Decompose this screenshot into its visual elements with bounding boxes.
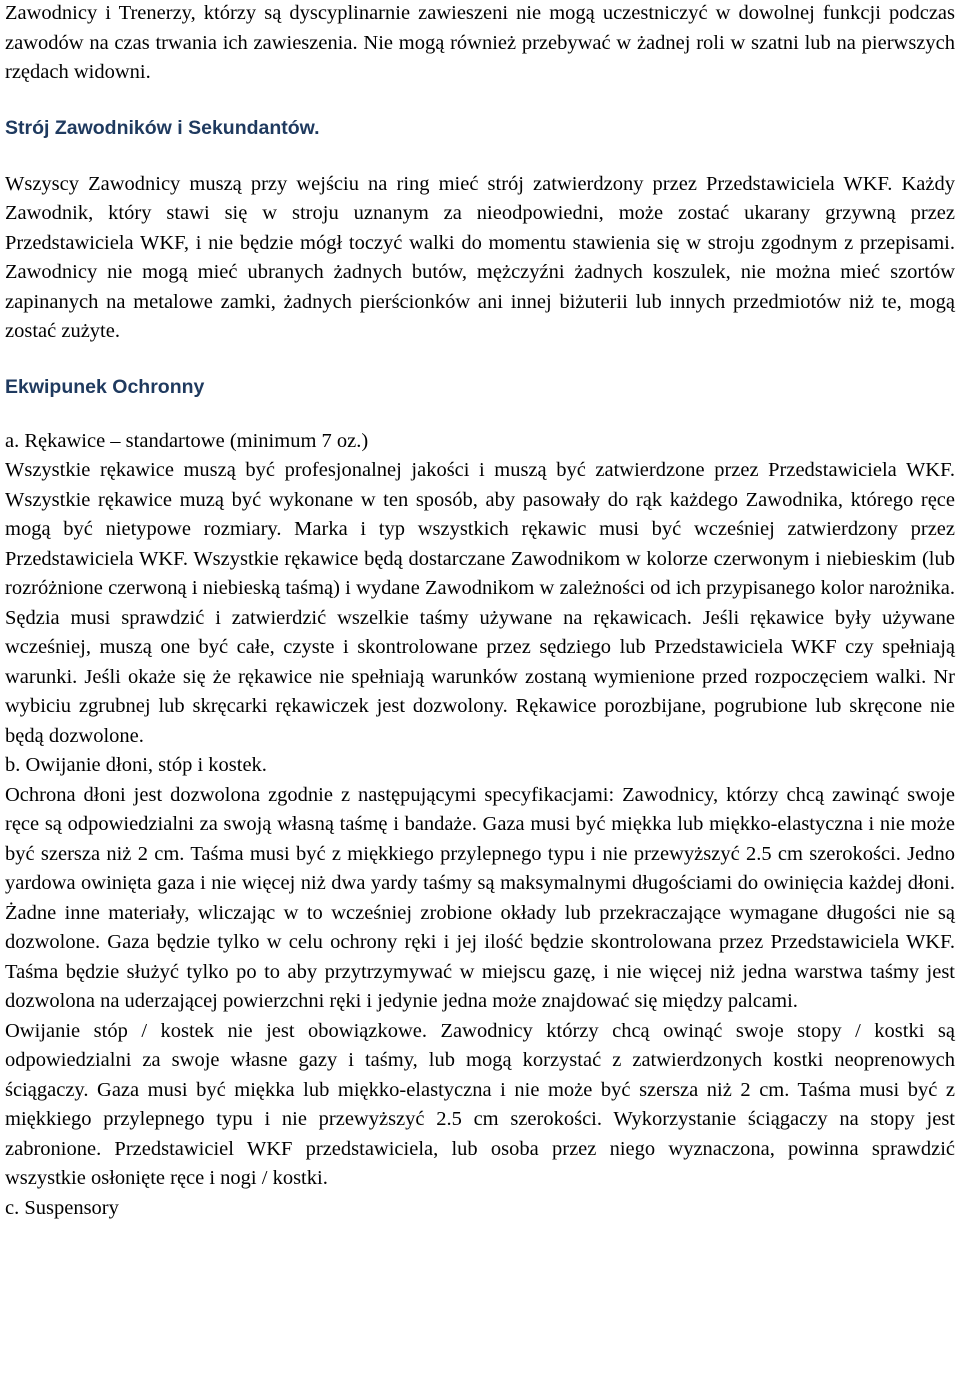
subsection-title-gloves: a. Rękawice – standartowe (minimum 7 oz.) xyxy=(5,429,369,452)
subsection-title-suspensory: c. Suspensory xyxy=(5,1196,119,1219)
section-heading-ekwipunek: Ekwipunek Ochronny xyxy=(5,375,205,398)
foot-wraps-paragraph: Owijanie stóp / kostek nie jest obowiązkowe. Zawodnicy którzy chcą owinąć swoje stopy / kostki są odpowiedzialni za swoje własne gazy i taśmy, lub mogą korzystać z zatwierdzonych kostki neoprenowych ściągaczy. Gaza musi być miękka lub miękko-elastyczna i nie może być szersza niż 2 cm. Taśma musi być z miękkiego przylepnego typu i nie przewyższyć 2.5 cm szerokości. Wykorzystanie ściągaczy na stopy jest zabronione. Przedstawiciel WKF przedstawiciela, lub osoba przez niego wyznaczona, powinna sprawdzić wszystkie osłonięte ręce i nogi / kostki. xyxy=(5,1019,955,1189)
intro-paragraph: Zawodnicy i Trenerzy, którzy są dyscyplinarnie zawieszeni nie mogą uczestniczyć w dowolnej funkcji podczas zawodów na czas trwania ich zawieszenia. Nie mogą również przebywać w żadnej roli w szatni lub na pierwszych rzędach widowni. xyxy=(5,2,955,83)
gloves-paragraph: Wszystkie rękawice muszą być profesjonalnej jakości i muszą być zatwierdzone przez Przedstawiciela WKF. Wszystkie rękawice muzą być wykonane w ten sposób, aby pasowały do rąk każdego Zawodnika, którego ręce mogą być nietypowe rozmiary. Marka i typ wszystkich rękawic musi być wcześniej zatwierdzony przez Przedstawiciela WKF. Wszystkie rękawice będą dostarczane Zawodnikom w kolorze czerwonym i niebieskim (lub rozróżnione czerwoną i niebieską taśmą) i wydane Zawodnikom w zależności od ich przypisanego kolor narożnika. Sędzia musi sprawdzić i zatwierdzić wszelkie taśmy używane na rękawicach. Jeśli rękawice były używane wcześniej, muszą one być całe, czyste i skontrolowane przez sędziego lub Przedstawiciela WKF czy spełniają warunki. Jeśli okaże się że rękawice nie spełniają warunków zostaną wymienione przed rozpoczęciem walki. Nr wybiciu zgrubnej lub skręcarki rękawiczek jest dozwolony. Rękawice porozbijane, pogrubione lub skręcone nie będą dozwolone. xyxy=(5,459,955,747)
stroj-paragraph: Wszyscy Zawodnicy muszą przy wejściu na ring mieć strój zatwierdzony przez Przedstawiciela WKF. Każdy Zawodnik, który stawi się w stroju uznanym za nieodpowiedni, może zostać ukarany grzywną przez Przedstawiciela WKF, i nie będzie mógł toczyć walki do momentu stawienia się w stroju zgodnym z przepisami. Zawodnicy nie mogą mieć ubranych żadnych butów, mężczyźni żadnych koszulek, nie można mieć szortów zapinanych na metalowe zamki, żadnych pierścionków ani innej biżuterii lub innych przedmiotów niż te, mogą zostać zużyte. xyxy=(5,172,955,342)
hand-wraps-paragraph: Ochrona dłoni jest dozwolona zgodnie z następującymi specyfikacjami: Zawodnicy, którzy chcą zawinąć swoje ręce są odpowiedzialni za swoją własną taśmę i bandaże. Gaza musi być miękka lub miękko-elastyczna i nie może być szersza niż 2 cm. Taśma musi być z miękkiego przylepnego typu i nie przewyższyć 2.5 cm szerokości. Jedno yardowa owinięta gaza i nie więcej niż dwa yardy taśmy są maksymalnymi długościami do owinięcia każdej dłoni. Żadne inne materiały, wliczając w to wcześniej zrobione okłady lub przekraczające wymagane długości nie są dozwolone. Gaza będzie tylko w celu ochrony ręki i jej ilość będzie skontrolowana przez Przedstawiciela WKF. Taśma będzie służyć tylko po to aby przytrzymywać w miejscu gazę, i nie więcej niż jedna warstwa taśmy jest dozwolona na uderzającej powierzchni ręki i jedynie jedna może znajdować się między palcami. xyxy=(5,783,955,1012)
subsection-title-wraps: b. Owijanie dłoni, stóp i kostek. xyxy=(5,754,267,776)
section-heading-stroj: Strój Zawodników i Sekundantów. xyxy=(5,116,320,139)
